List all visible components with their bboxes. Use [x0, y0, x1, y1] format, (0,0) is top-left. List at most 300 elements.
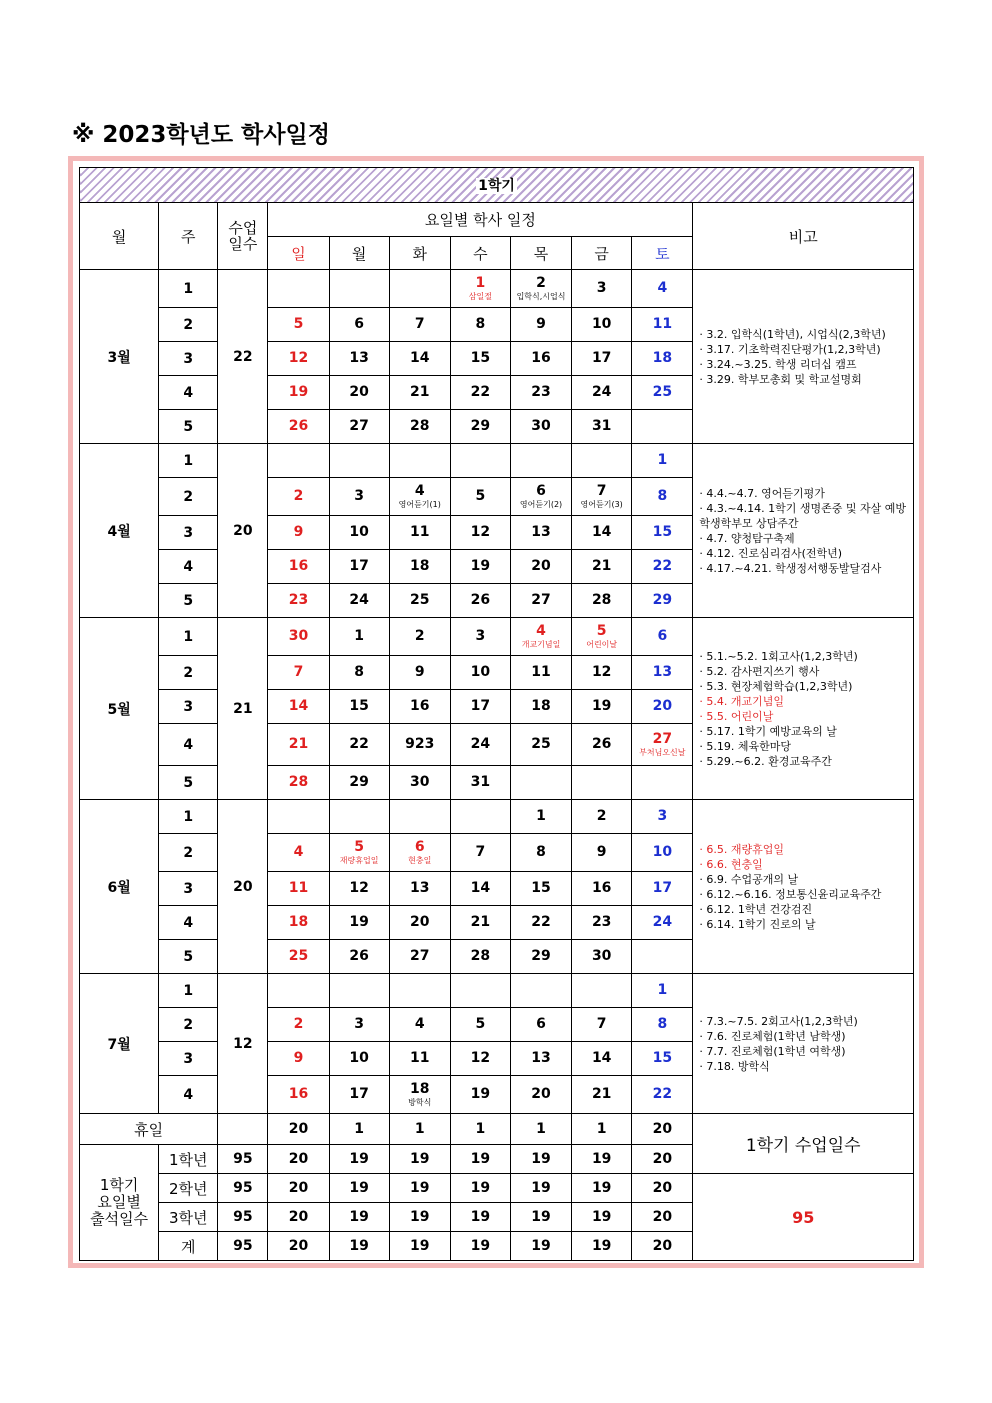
- day-cell: [632, 800, 693, 834]
- day-number: 24: [652, 914, 673, 930]
- day-number: 14: [591, 524, 612, 540]
- day-number: 17: [652, 880, 673, 896]
- day-cell: [572, 516, 632, 550]
- day-cell: [329, 800, 389, 834]
- week-number: 2: [159, 308, 218, 342]
- day-cell: [389, 308, 450, 342]
- day-cell: [510, 800, 571, 834]
- day-number: 20: [531, 558, 551, 574]
- header-row: [80, 203, 914, 237]
- day-number: 27: [349, 418, 369, 434]
- day-cell: [329, 1042, 389, 1076]
- weekday-2: 화: [389, 237, 450, 270]
- day-number: 8: [657, 1016, 668, 1032]
- day-event: 부처님오신날: [639, 748, 686, 757]
- week-row: [80, 444, 914, 478]
- day-cell: [329, 834, 389, 872]
- day-number: 6: [414, 839, 425, 855]
- holiday-count: 20: [268, 1114, 329, 1145]
- day-cell: [450, 872, 510, 906]
- day-number: 12: [591, 664, 612, 680]
- day-cell: [389, 342, 450, 376]
- day-event: 삼일절: [468, 292, 492, 301]
- attendance-count: 20: [632, 1174, 693, 1203]
- day-cell: [268, 872, 329, 906]
- day-cell: [329, 550, 389, 584]
- day-number: 27: [410, 948, 430, 964]
- day-number: 12: [470, 524, 491, 540]
- week-number: 2: [159, 478, 218, 516]
- day-number: 26: [591, 736, 612, 752]
- day-number: 22: [652, 1086, 673, 1102]
- day-number: 4: [293, 844, 304, 860]
- day-cell: [389, 690, 450, 724]
- day-event: 재량휴업일: [339, 856, 379, 865]
- remark-item: · 6.12. 1학년 건강검진: [699, 902, 813, 916]
- attendance-count: 19: [389, 1174, 450, 1203]
- day-cell: [329, 724, 389, 766]
- day-cell: [329, 516, 389, 550]
- attendance-grade: 계: [159, 1232, 218, 1261]
- day-number: 5: [475, 488, 486, 504]
- day-cell: [329, 342, 389, 376]
- day-cell: [329, 410, 389, 444]
- day-cell: [389, 766, 450, 800]
- attendance-count: 19: [450, 1203, 510, 1232]
- day-cell: [572, 584, 632, 618]
- day-number: 10: [652, 844, 673, 860]
- header-week: 주: [159, 203, 218, 270]
- day-number: 30: [531, 418, 551, 434]
- day-cell: [632, 308, 693, 342]
- day-cell: [389, 834, 450, 872]
- day-cell: [510, 618, 571, 656]
- attendance-count: 19: [329, 1145, 389, 1174]
- remark-item: · 5.29.~6.2. 환경교육주간: [699, 754, 832, 768]
- week-number: 3: [159, 690, 218, 724]
- day-cell: [572, 410, 632, 444]
- day-cell: [510, 444, 571, 478]
- holiday-count: 1: [389, 1114, 450, 1145]
- attendance-total: 95: [218, 1145, 268, 1174]
- day-cell: [510, 308, 571, 342]
- day-number: 1: [657, 982, 668, 998]
- day-cell: [329, 584, 389, 618]
- day-number: 27: [531, 592, 551, 608]
- week-number: 4: [159, 1076, 218, 1114]
- day-number: 7: [596, 483, 607, 499]
- holiday-count: 1: [572, 1114, 632, 1145]
- day-number: 11: [652, 316, 673, 332]
- week-number: 4: [159, 376, 218, 410]
- day-number: 29: [652, 592, 673, 608]
- day-cell: [329, 906, 389, 940]
- remark-item: · 5.19. 체육한마당: [699, 739, 791, 753]
- day-cell: [450, 444, 510, 478]
- class-days-cell: 12: [218, 974, 268, 1114]
- day-cell: [632, 444, 693, 478]
- schedule-table: [79, 167, 914, 1261]
- attendance-count: 19: [389, 1145, 450, 1174]
- attendance-count: 19: [572, 1232, 632, 1261]
- day-number: 22: [531, 914, 551, 930]
- day-cell: [572, 376, 632, 410]
- day-number: 30: [410, 774, 430, 790]
- day-cell: [268, 478, 329, 516]
- day-number: 18: [531, 698, 551, 714]
- day-cell: [389, 1042, 450, 1076]
- class-days-cell: 20: [218, 444, 268, 618]
- day-cell: [329, 690, 389, 724]
- week-number: 4: [159, 724, 218, 766]
- remark-item: · 5.4. 개교기념일: [699, 694, 785, 708]
- day-cell: [572, 270, 632, 308]
- day-cell: [510, 872, 571, 906]
- day-cell: [389, 516, 450, 550]
- day-cell: [268, 550, 329, 584]
- attendance-count: 19: [572, 1145, 632, 1174]
- day-number: 5: [475, 1016, 486, 1032]
- day-number: 17: [470, 698, 491, 714]
- day-cell: [389, 1076, 450, 1114]
- remark-item: · 7.7. 진로체험(1학년 여학생): [699, 1044, 846, 1058]
- day-number: 29: [531, 948, 551, 964]
- day-cell: [572, 444, 632, 478]
- day-number: 28: [591, 592, 612, 608]
- day-cell: [450, 940, 510, 974]
- day-cell: [510, 974, 571, 1008]
- day-cell: [450, 656, 510, 690]
- remarks-cell: [693, 800, 914, 974]
- day-number: 4: [536, 623, 546, 639]
- remark-item: · 7.6. 진로체험(1학년 남학생): [699, 1029, 846, 1043]
- day-cell: [389, 550, 450, 584]
- day-number: 16: [410, 698, 430, 714]
- week-row: [80, 618, 914, 656]
- day-cell: [268, 834, 329, 872]
- day-cell: [450, 410, 510, 444]
- day-number: 21: [591, 558, 612, 574]
- attendance-count: 19: [450, 1145, 510, 1174]
- day-cell: [632, 1008, 693, 1042]
- day-number: 8: [475, 316, 486, 332]
- day-cell: [329, 618, 389, 656]
- day-cell: [268, 906, 329, 940]
- day-number: 1: [536, 808, 546, 824]
- day-cell: [632, 906, 693, 940]
- week-number: 3: [159, 872, 218, 906]
- day-number: 15: [652, 524, 673, 540]
- day-cell: [450, 516, 510, 550]
- day-number: 16: [288, 1086, 309, 1102]
- attendance-count: 19: [510, 1145, 571, 1174]
- day-cell: [572, 766, 632, 800]
- day-number: 19: [470, 1086, 491, 1102]
- attendance-count: 20: [268, 1145, 329, 1174]
- day-cell: [632, 834, 693, 872]
- remark-item: · 5.5. 어린이날: [699, 709, 774, 723]
- attendance-count: 19: [329, 1203, 389, 1232]
- week-number: 1: [159, 270, 218, 308]
- day-cell: [572, 974, 632, 1008]
- day-number: 19: [288, 384, 309, 400]
- day-number: 11: [531, 664, 551, 680]
- remark-item: · 4.4.~4.7. 영어듣기평가: [699, 486, 825, 500]
- day-number: 9: [414, 664, 425, 680]
- day-cell: [510, 270, 571, 308]
- day-cell: [389, 444, 450, 478]
- day-number: 2: [414, 628, 425, 644]
- day-cell: [632, 516, 693, 550]
- day-cell: [572, 872, 632, 906]
- day-cell: [450, 1008, 510, 1042]
- remark-item: · 3.2. 입학식(1학년), 시업식(2,3학년): [699, 327, 886, 341]
- day-cell: [572, 1042, 632, 1076]
- day-number: 25: [531, 736, 551, 752]
- day-cell: [450, 1076, 510, 1114]
- day-number: 20: [410, 914, 430, 930]
- day-number: 8: [354, 664, 364, 680]
- day-cell: [450, 478, 510, 516]
- day-number: 10: [349, 524, 369, 540]
- day-number: 22: [349, 736, 369, 752]
- day-number: 23: [591, 914, 612, 930]
- week-number: 3: [159, 342, 218, 376]
- remark-item: · 6.14. 1학기 진로의 날: [699, 917, 816, 931]
- day-cell: [329, 308, 389, 342]
- day-cell: [389, 940, 450, 974]
- day-cell: [389, 656, 450, 690]
- week-row: [80, 974, 914, 1008]
- day-number: 18: [410, 1081, 430, 1097]
- day-cell: [450, 974, 510, 1008]
- holidays-blank: [218, 1114, 268, 1145]
- holiday-count: 1: [510, 1114, 571, 1145]
- day-number: 11: [288, 880, 309, 896]
- day-event: 어린이날: [586, 640, 618, 649]
- week-number: 4: [159, 550, 218, 584]
- day-cell: [450, 906, 510, 940]
- weekday-5: 금: [572, 237, 632, 270]
- day-cell: [268, 656, 329, 690]
- day-cell: [632, 376, 693, 410]
- week-number: 3: [159, 1042, 218, 1076]
- holidays-label: 휴일: [80, 1114, 218, 1145]
- day-number: 25: [652, 384, 673, 400]
- day-number: 29: [349, 774, 369, 790]
- attendance-grade: 3학년: [159, 1203, 218, 1232]
- day-cell: [572, 800, 632, 834]
- day-number: 3: [354, 1016, 364, 1032]
- day-cell: [389, 974, 450, 1008]
- weekday-3: 수: [450, 237, 510, 270]
- day-cell: [450, 308, 510, 342]
- day-event: 영어듣기(1): [398, 500, 441, 509]
- day-number: 13: [531, 1050, 551, 1066]
- attendance-total: 95: [218, 1203, 268, 1232]
- day-cell: [329, 872, 389, 906]
- day-number: 1: [657, 452, 668, 468]
- day-cell: [329, 656, 389, 690]
- remark-item: · 4.12. 진로심리검사(전학년): [699, 546, 843, 560]
- day-number: 15: [470, 350, 491, 366]
- day-number: 28: [288, 774, 309, 790]
- day-number: 15: [349, 698, 369, 714]
- week-number: 5: [159, 584, 218, 618]
- day-number: 18: [652, 350, 673, 366]
- day-event: 영어듣기(3): [580, 500, 623, 509]
- day-number: 23: [531, 384, 551, 400]
- day-cell: [268, 1008, 329, 1042]
- day-number: 12: [288, 350, 309, 366]
- day-number: 1: [475, 275, 486, 291]
- month-cell: 7월: [80, 974, 159, 1114]
- day-number: 5: [596, 623, 607, 639]
- remarks-cell: [693, 270, 914, 444]
- day-number: 10: [591, 316, 612, 332]
- day-cell: [450, 690, 510, 724]
- day-number: 16: [591, 880, 612, 896]
- month-cell: 6월: [80, 800, 159, 974]
- day-number: 8: [657, 488, 668, 504]
- day-number: 9: [293, 524, 304, 540]
- day-cell: [510, 906, 571, 940]
- day-number: 24: [591, 384, 612, 400]
- day-cell: [268, 410, 329, 444]
- day-number: 13: [349, 350, 369, 366]
- day-event: 현충일: [408, 856, 432, 865]
- day-event: 개교기념일: [521, 640, 561, 649]
- day-cell: [450, 834, 510, 872]
- remark-item: · 6.6. 현충일: [699, 857, 763, 871]
- day-cell: [632, 342, 693, 376]
- week-number: 1: [159, 800, 218, 834]
- day-number: 9: [596, 844, 607, 860]
- day-cell: [510, 550, 571, 584]
- day-cell: [268, 376, 329, 410]
- day-cell: [632, 974, 693, 1008]
- day-number: 20: [349, 384, 369, 400]
- day-number: 4: [657, 280, 668, 296]
- day-number: 5: [354, 839, 364, 855]
- day-number: 25: [288, 948, 309, 964]
- day-number: 18: [288, 914, 309, 930]
- day-cell: [450, 550, 510, 584]
- day-cell: [329, 1076, 389, 1114]
- day-cell: [632, 478, 693, 516]
- day-cell: [510, 342, 571, 376]
- day-cell: [268, 584, 329, 618]
- day-cell: [510, 834, 571, 872]
- day-cell: [450, 618, 510, 656]
- day-number: 10: [470, 664, 491, 680]
- day-number: 18: [410, 558, 430, 574]
- attendance-label: 1학기 요일별 출석일수: [80, 1145, 159, 1261]
- day-cell: [389, 376, 450, 410]
- day-cell: [632, 766, 693, 800]
- day-number: 12: [470, 1050, 491, 1066]
- day-cell: [389, 872, 450, 906]
- day-cell: [329, 974, 389, 1008]
- day-cell: [632, 550, 693, 584]
- day-number: 23: [288, 592, 309, 608]
- day-cell: [632, 1076, 693, 1114]
- day-cell: [572, 690, 632, 724]
- day-cell: [510, 478, 571, 516]
- day-number: 11: [410, 1050, 430, 1066]
- day-cell: [329, 376, 389, 410]
- day-number: 7: [475, 844, 486, 860]
- remarks-cell: [693, 618, 914, 800]
- day-cell: [572, 724, 632, 766]
- day-number: 7: [293, 664, 304, 680]
- day-number: 13: [531, 524, 551, 540]
- day-number: 19: [591, 698, 612, 714]
- day-cell: [389, 800, 450, 834]
- header-class-days: 수업 일수: [218, 203, 268, 270]
- day-cell: [268, 444, 329, 478]
- day-number: 22: [652, 558, 673, 574]
- day-number: 27: [652, 731, 673, 747]
- attendance-count: 20: [632, 1232, 693, 1261]
- day-number: 5: [293, 316, 304, 332]
- attendance-count: 19: [572, 1174, 632, 1203]
- day-cell: [632, 584, 693, 618]
- semester-label: 1학기: [478, 178, 515, 194]
- day-number: 24: [470, 736, 491, 752]
- week-number: 1: [159, 444, 218, 478]
- day-cell: [510, 516, 571, 550]
- day-number: 13: [410, 880, 430, 896]
- day-number: 2: [293, 1016, 304, 1032]
- day-cell: [632, 410, 693, 444]
- day-number: 26: [470, 592, 491, 608]
- month-cell: 4월: [80, 444, 159, 618]
- remark-item: · 5.1.~5.2. 1회고사(1,2,3학년): [699, 649, 858, 663]
- header-remarks: 비고: [693, 203, 914, 270]
- day-number: 16: [288, 558, 309, 574]
- day-cell: [510, 656, 571, 690]
- day-cell: [632, 690, 693, 724]
- remark-item: · 5.17. 1학기 예방교육의 날: [699, 724, 837, 738]
- day-number: 6: [657, 628, 668, 644]
- month-cell: 3월: [80, 270, 159, 444]
- day-cell: [329, 1008, 389, 1042]
- day-cell: [510, 766, 571, 800]
- day-number: 14: [591, 1050, 612, 1066]
- attendance-grade: 1학년: [159, 1145, 218, 1174]
- week-number: 2: [159, 1008, 218, 1042]
- day-number: 11: [410, 524, 430, 540]
- day-event: 입학식,시업식: [516, 292, 566, 301]
- semester-banner: [80, 168, 914, 203]
- remark-item: · 6.12.~6.16. 정보통신윤리교육주간: [699, 887, 882, 901]
- day-cell: [389, 270, 450, 308]
- weekday-0: 일: [268, 237, 329, 270]
- day-number: 21: [470, 914, 491, 930]
- attendance-count: 20: [268, 1174, 329, 1203]
- day-number: 13: [652, 664, 673, 680]
- attendance-total: 95: [218, 1232, 268, 1261]
- remark-item: · 4.17.~4.21. 학생정서행동발달검사: [699, 561, 882, 575]
- day-number: 20: [652, 698, 673, 714]
- remark-item: · 3.29. 학부모총회 및 학교설명회: [699, 372, 862, 386]
- day-event: 방학식: [408, 1098, 432, 1107]
- attendance-count: 19: [510, 1174, 571, 1203]
- day-number: 31: [470, 774, 491, 790]
- weekday-4: 목: [510, 237, 571, 270]
- day-cell: [268, 1076, 329, 1114]
